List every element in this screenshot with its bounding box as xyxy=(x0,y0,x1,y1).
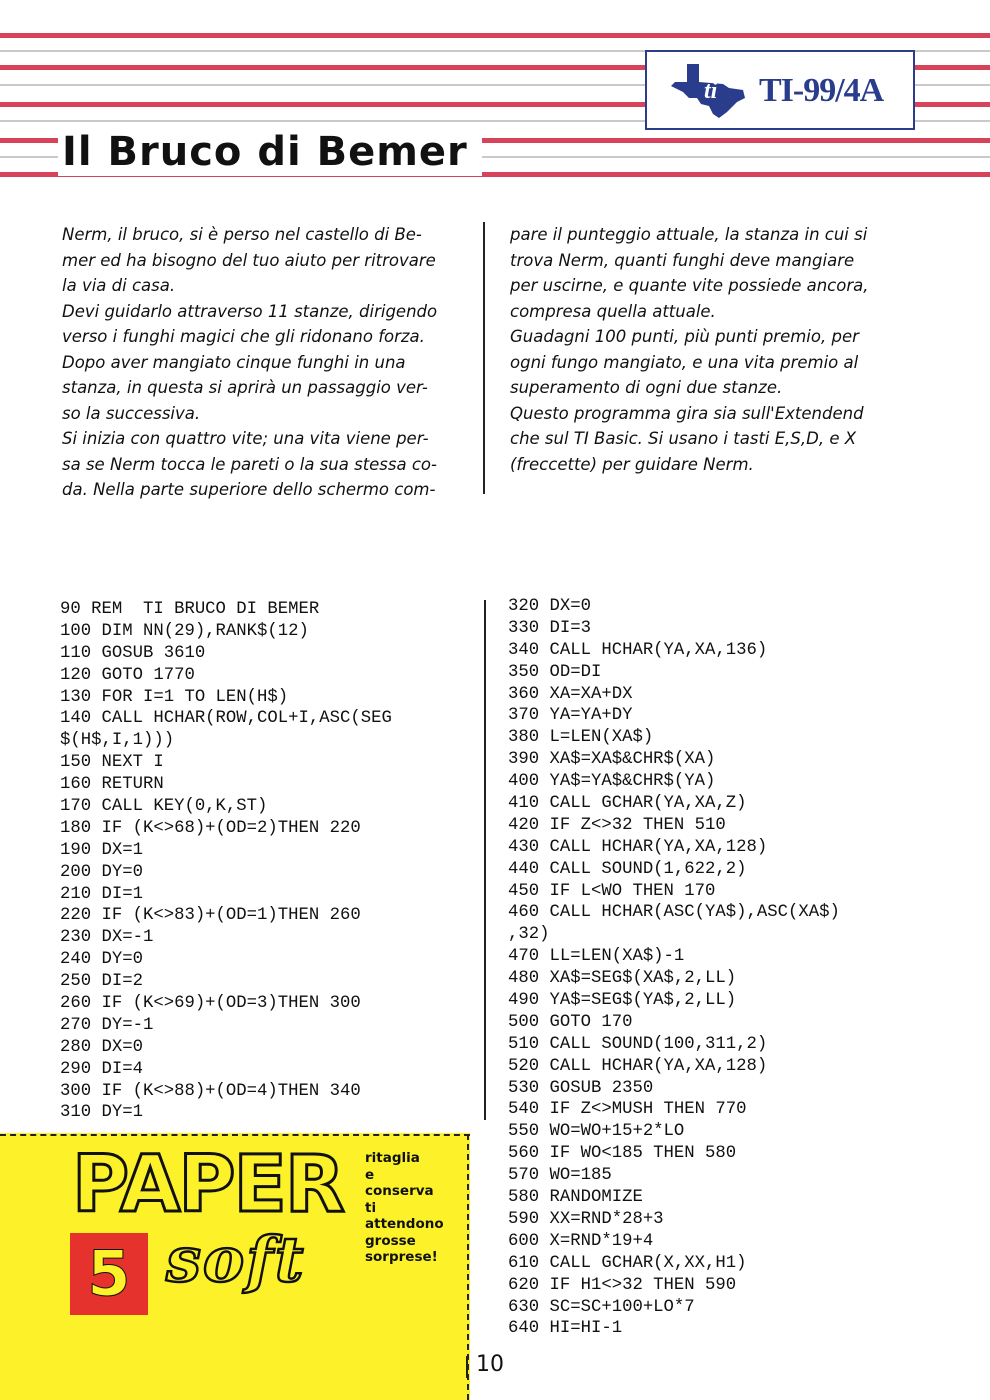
code-line: 630 SC=SC+100+LO*7 xyxy=(508,1297,695,1317)
code-line: 600 X=RND*19+4 xyxy=(508,1231,654,1251)
code-line: 140 CALL HCHAR(ROW,COL+I,ASC(SEG xyxy=(60,709,392,729)
code-line: 320 DX=0 xyxy=(508,597,591,616)
code-line: 450 IF L<WO THEN 170 xyxy=(508,881,716,901)
code-line: 210 DI=1 xyxy=(60,884,143,904)
code-line: 340 CALL HCHAR(YA,XA,136) xyxy=(508,640,768,660)
code-line: 360 XA=XA+DX xyxy=(508,684,633,704)
code-line: 520 CALL HCHAR(YA,XA,128) xyxy=(508,1056,768,1076)
cut-line xyxy=(0,1134,470,1136)
code-line: 290 DI=4 xyxy=(60,1059,143,1079)
intro-line: la via di casa. xyxy=(62,276,176,295)
code-line: 440 CALL SOUND(1,622,2) xyxy=(508,859,747,879)
texas-instruments-icon xyxy=(665,62,749,120)
code-line: 240 DY=0 xyxy=(60,950,143,970)
code-line: 640 HI=HI-1 xyxy=(508,1319,623,1339)
code-line: 410 CALL GCHAR(YA,XA,Z) xyxy=(508,794,747,814)
code-line: 590 XX=RND*28+3 xyxy=(508,1209,664,1229)
intro-line: Dopo aver mangiato cinque funghi in una xyxy=(62,352,406,372)
code-line: 380 L=LEN(XA$) xyxy=(508,728,654,748)
code-line: 160 RETURN xyxy=(60,775,164,795)
tagline-line: attendono xyxy=(365,1216,444,1232)
intro-line: che sul TI Basic. Si usano i tasti E,S,D, e X xyxy=(510,429,857,448)
code-line: $(H$,I,1))) xyxy=(60,731,175,751)
code-line: 270 DY=-1 xyxy=(60,1015,154,1035)
code-line: 150 NEXT I xyxy=(60,753,164,773)
intro-line: ogni fungo mangiato, e una vita premio al xyxy=(510,352,859,372)
code-line: 200 DY=0 xyxy=(60,862,143,882)
code-line: 260 IF (K<>69)+(OD=3)THEN 300 xyxy=(60,994,361,1014)
code-line: 110 GOSUB 3610 xyxy=(60,643,206,663)
issue-badge xyxy=(70,1233,148,1315)
code-line: 570 WO=185 xyxy=(508,1166,612,1186)
header-stripe xyxy=(0,33,990,38)
code-line: 100 DIM NN(29),RANK$(12) xyxy=(60,621,309,641)
code-line: 540 IF Z<>MUSH THEN 770 xyxy=(508,1100,747,1120)
intro-line: Nerm, il bruco, si è perso nel castello di Be- xyxy=(62,225,422,244)
code-line: 130 FOR I=1 TO LEN(H$) xyxy=(60,687,289,707)
intro-line: mer ed ha bisogno del tuo aiuto per ritrovare xyxy=(62,250,436,270)
tagline-line: ritaglia xyxy=(365,1150,420,1166)
page-title: Il Bruco di Bemer xyxy=(58,128,482,176)
code-line: 530 GOSUB 2350 xyxy=(508,1078,654,1098)
code-line: 610 CALL GCHAR(X,XX,H1) xyxy=(508,1253,747,1273)
code-line: 470 LL=LEN(XA$)-1 xyxy=(508,947,685,967)
code-line: 500 GOTO 170 xyxy=(508,1012,633,1032)
intro-line: superamento di ogni due stanze. xyxy=(510,378,783,397)
page-number: 10 xyxy=(476,1352,504,1377)
intro-line: Devi guidarlo attraverso 11 stanze, dirigendo xyxy=(62,301,438,321)
intro-text-left xyxy=(62,222,462,503)
intro-line: pare il punteggio attuale, la stanza in cui si xyxy=(510,225,868,244)
code-line: 190 DX=1 xyxy=(60,840,143,860)
intro-line: so la successiva. xyxy=(62,403,201,423)
page-number-bar xyxy=(466,1356,468,1378)
code-line: 580 RANDOMIZE xyxy=(508,1188,643,1208)
code-listing-left xyxy=(60,599,392,1124)
intro-line: Si inizia con quattro vite; una vita viene per- xyxy=(62,429,429,448)
code-line: 620 IF H1<>32 THEN 590 xyxy=(508,1275,737,1295)
svg-text:ti: ti xyxy=(704,78,718,104)
intro-line: da. Nella parte superiore dello schermo com- xyxy=(62,480,436,499)
code-line: 90 REM TI BRUCO DI BEMER xyxy=(60,600,320,619)
logo-text: TI-99/4A xyxy=(759,72,884,109)
code-line: 370 YA=YA+DY xyxy=(508,706,633,726)
code-line: 350 OD=DI xyxy=(508,662,602,682)
intro-line: compresa quella attuale. xyxy=(510,301,716,321)
code-line: 480 XA$=SEG$(XA$,2,LL) xyxy=(508,969,737,989)
intro-line: stanza, in questa si aprirà un passaggio ver- xyxy=(62,378,428,397)
paper-soft-logo-soft: soft xyxy=(166,1223,306,1296)
code-line: 510 CALL SOUND(100,311,2) xyxy=(508,1034,768,1054)
code-line: 490 YA$=SEG$(YA$,2,LL) xyxy=(508,991,737,1011)
code-line: 460 CALL HCHAR(ASC(YA$),ASC(XA$) xyxy=(508,903,840,923)
code-line: 230 DX=-1 xyxy=(60,928,154,948)
tagline-line: e xyxy=(365,1166,375,1183)
intro-line: sa se Nerm tocca le pareti o la sua stessa co- xyxy=(62,454,437,474)
code-line: 280 DX=0 xyxy=(60,1037,143,1057)
code-line: 390 XA$=XA$&CHR$(XA) xyxy=(508,750,716,770)
intro-line: verso i funghi magici che gli ridonano forza. xyxy=(62,327,425,346)
tagline-line: conserva xyxy=(365,1183,434,1199)
code-line: 420 IF Z<>32 THEN 510 xyxy=(508,815,726,835)
intro-line: per uscirne, e quante vite possiede ancora, xyxy=(510,276,869,295)
coupon-tagline xyxy=(365,1150,444,1266)
tagline-line: grosse xyxy=(365,1232,416,1249)
intro-line: Guadagni 100 punti, più punti premio, per xyxy=(510,327,859,346)
tagline-line: ti xyxy=(365,1199,377,1216)
code-line: 180 IF (K<>68)+(OD=2)THEN 220 xyxy=(60,818,361,838)
intro-line: trova Nerm, quanti funghi deve mangiare xyxy=(510,250,855,270)
column-divider xyxy=(483,222,485,494)
platform-logo xyxy=(645,50,915,130)
code-line: 220 IF (K<>83)+(OD=1)THEN 260 xyxy=(60,906,361,926)
code-listing-right xyxy=(508,596,840,1340)
code-line: 310 DY=1 xyxy=(60,1103,143,1123)
code-line: 550 WO=WO+15+2*LO xyxy=(508,1122,685,1142)
code-line: 120 GOTO 1770 xyxy=(60,665,195,685)
code-line: 430 CALL HCHAR(YA,XA,128) xyxy=(508,837,768,857)
code-line: 170 CALL KEY(0,K,ST) xyxy=(60,797,268,817)
paper-soft-logo-paper: PAPER xyxy=(72,1140,343,1230)
tagline-line: sorprese! xyxy=(365,1249,438,1265)
code-line: 560 IF WO<185 THEN 580 xyxy=(508,1144,737,1164)
intro-text-right xyxy=(510,222,920,477)
issue-number: 5 xyxy=(87,1237,131,1310)
code-line: 400 YA$=YA$&CHR$(YA) xyxy=(508,772,716,792)
code-line: ,32) xyxy=(508,925,550,945)
intro-line: (freccette) per guidare Nerm. xyxy=(510,454,754,474)
code-line: 330 DI=3 xyxy=(508,618,591,638)
code-line: 300 IF (K<>88)+(OD=4)THEN 340 xyxy=(60,1081,361,1101)
column-divider xyxy=(484,600,486,1120)
code-line: 250 DI=2 xyxy=(60,972,143,992)
intro-line: Questo programma gira sia sull'Extendend xyxy=(510,403,864,423)
